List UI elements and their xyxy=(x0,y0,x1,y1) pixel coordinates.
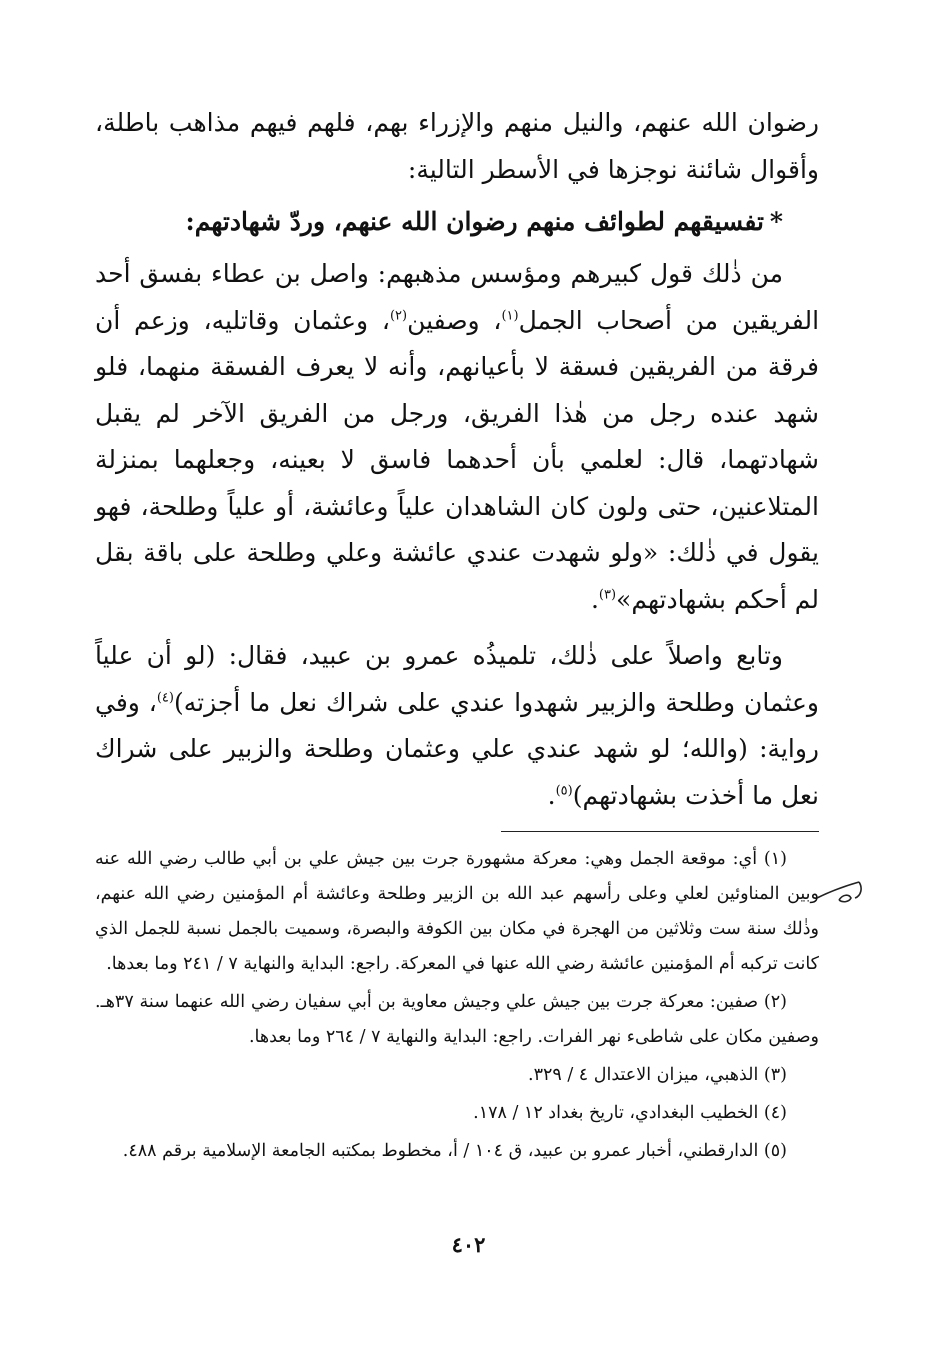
footnote-3: (٣) الذهبي، ميزان الاعتدال ٤ / ٣٢٩. xyxy=(527,1065,787,1085)
page-body xyxy=(95,100,819,1172)
paragraph-gap xyxy=(95,623,819,633)
paragraph-amr xyxy=(95,633,819,819)
heading-star: * xyxy=(769,207,783,236)
footnote-2: (٢) صفين: معركة جرت بين جيش علي وجيش معاوية بن أبي سفيان رضي الله عنهما سنة ٣٧هـ. وصفين مكان على شاطىء نهر الفرات. راجع: البداية والنهاية ٧ / ٢٦٤ وما بعدها. xyxy=(95,992,819,1047)
paragraph-wasil-part-d: . xyxy=(590,584,599,614)
footnote-4: (٤) الخطيب البغدادي، تاريخ بغداد ١٢ / ١٧٨. xyxy=(473,1103,787,1123)
footnote-ref-3[interactable]: (٣) xyxy=(598,587,617,603)
paragraph-wasil-part-c: ، وعثمان وقاتليه، وزعم أن فرقة من الفريقين فسقة لا بأعيانهم، وأنه لا يعرف الفسقة منهما، فلو شهد عنده رجل من هٰذا الفريق، ورجل من الفريق الآخر لم يقبل شهادتهما، قال: لعلمي بأن أحدهما فاسق لا بعينه، وجعلهما بمنزلة المتلاعنين، حتى ولون كان الشاهدان علياً وعائشة، أو علياً وطلحة، فهو يقول في ذٰلك: «ولو شهدت عندي عائشة وعلي وطلحة على باقة بقل لم أحكم بشهادتهم» xyxy=(95,305,819,614)
footnote-ref-1[interactable]: (١) xyxy=(501,308,519,324)
section-heading xyxy=(95,199,819,245)
footnote-ref-4[interactable]: (٤) xyxy=(156,690,174,706)
paragraph-amr-part-b: ، وفي رواية: (والله؛ لو شهد عندي علي وعثمان وطلحة والزبير على شراك نعل ما أخذت بشهادتهم) xyxy=(95,687,819,810)
footnotes xyxy=(95,842,819,1169)
footnote-separator xyxy=(501,831,819,832)
intro-paragraph: رضوان الله عنهم، والنيل منهم والإزراء بهم، فلهم فيهم مذاهب باطلة، وأقوال شائنة نوجزها في الأسطر التالية: xyxy=(95,108,819,184)
footnote-ref-2[interactable]: (٢) xyxy=(389,308,408,324)
handwritten-margin-mark-icon xyxy=(815,868,875,908)
paragraph-wasil-part-b: ، وصفين xyxy=(407,305,502,335)
heading-text: تفسيقهم لطوائف منهم رضوان الله عنهم، وردّ شهادتهم: xyxy=(185,207,764,236)
paragraph-amr-part-c: . xyxy=(547,780,556,810)
page-number: ٤٠٢ xyxy=(451,1232,486,1257)
footnote-1: (١) أي: موقعة الجمل وهي: معركة مشهورة جرت بين جيش علي بن أبي طالب رضي الله عنه وبين المناوئين لعلي وعلى رأسهم عبد الله بن الزبير وطلحة وعائشة أم المؤمنين رضي الله عنهم، وذٰلك سنة ست وثلاثين من الهجرة في مكان بين الكوفة والبصرة، وسميت بالجمل نسبة للجمل الذي كانت تركبه أم المؤمنين عائشة رضي الله عنها في المعركة. راجع: البداية والنهاية ٧ / ٢٤١ وما بعدها. xyxy=(95,849,819,974)
paragraph-wasil-part-a: من ذٰلك قول كبيرهم ومؤسس مذهبهم: واصل بن عطاء بفسق أحد الفريقين من أصحاب الجمل xyxy=(95,259,820,335)
paragraph-amr-part-a: وتابع واصلاً على ذٰلك، تلميذُه عمرو بن عبيد، فقال: (لو أن علياً وعثمان وطلحة والزبير شهدوا عندي على شراك نعل ما أجزته) xyxy=(95,641,819,717)
footnote-ref-5[interactable]: (٥) xyxy=(555,783,573,799)
paragraph-wasil xyxy=(95,251,819,623)
footnote-5: (٥) الدارقطني، أخبار عمرو بن عبيد، ق ١٠٤ / أ، مخطوط بمكتبه الجامعة الإسلامية برقم ٤٨٨. xyxy=(122,1141,787,1161)
